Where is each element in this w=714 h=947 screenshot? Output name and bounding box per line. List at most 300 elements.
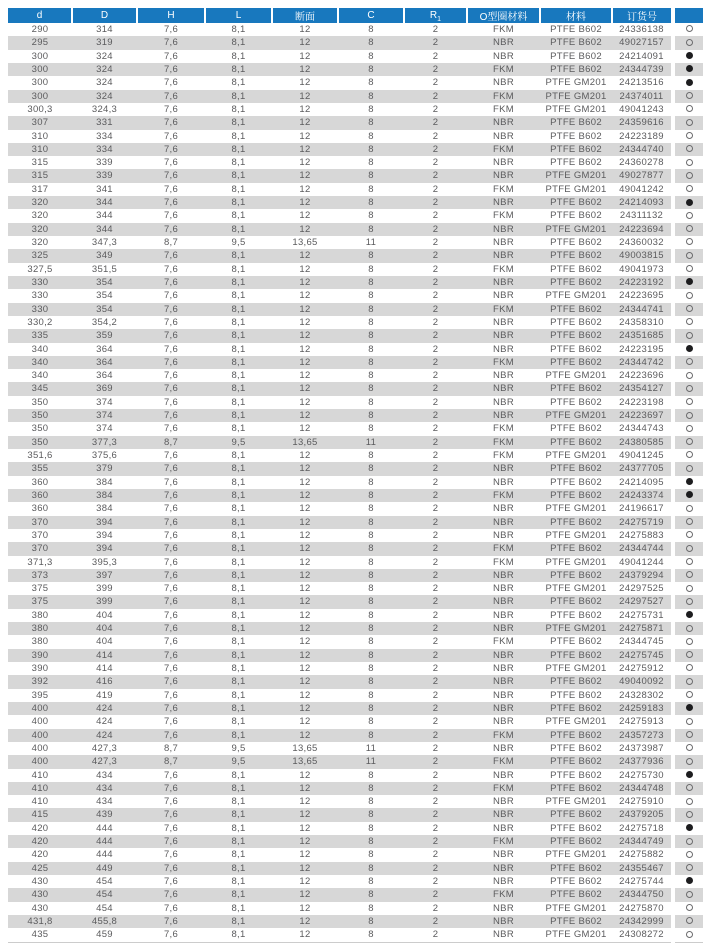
cell-order-number: 24275883 [612,529,673,542]
cell-order-number: 24344739 [612,63,673,76]
cell-order-number: 24214091 [612,50,673,63]
cell-D: 354 [72,276,137,289]
availability-cell [673,675,703,688]
cell-R1: 2 [404,729,467,742]
cell-cross-section: 12 [272,835,338,848]
cell-material: PTFE GM201 [540,103,612,116]
cell-H: 7,6 [137,928,205,942]
cell-R1: 2 [404,50,467,63]
cell-D: 444 [72,835,137,848]
cell-cross-section: 12 [272,609,338,622]
cell-o-ring-material: NBR [467,289,540,302]
availability-cell [673,103,703,116]
cell-R1: 2 [404,822,467,835]
cell-C: 11 [338,742,404,755]
cell-d: 373 [8,569,72,582]
cell-R1: 2 [404,196,467,209]
cell-L: 8,1 [205,902,272,915]
cell-H: 7,6 [137,223,205,236]
cell-L: 8,1 [205,582,272,595]
open-circle-icon [686,718,693,725]
cell-H: 7,6 [137,263,205,276]
cell-order-number: 24297525 [612,582,673,595]
cell-R1: 2 [404,675,467,688]
cell-D: 324 [72,90,137,103]
availability-cell [673,875,703,888]
open-circle-icon [686,292,693,299]
cell-cross-section: 12 [272,289,338,302]
cell-order-number: 24344741 [612,303,673,316]
cell-d: 300 [8,63,72,76]
table-row [8,542,703,555]
cell-D: 351,5 [72,263,137,276]
cell-d: 330,2 [8,316,72,329]
cell-L: 8,1 [205,316,272,329]
cell-o-ring-material: FKM [467,90,540,103]
cell-C: 8 [338,103,404,116]
open-circle-icon [686,372,693,379]
cell-cross-section: 12 [272,489,338,502]
table-row [8,888,703,901]
cell-R1: 2 [404,409,467,422]
cell-D: 394 [72,529,137,542]
cell-o-ring-material: NBR [467,609,540,622]
availability-cell [673,63,703,76]
table-row [8,436,703,449]
table-header [8,8,703,23]
cell-R1: 2 [404,156,467,169]
open-circle-icon [686,412,693,419]
cell-R1: 2 [404,755,467,768]
cell-R1: 2 [404,369,467,382]
cell-order-number: 24311132 [612,209,673,222]
cell-d: 330 [8,276,72,289]
availability-cell [673,689,703,702]
open-circle-icon [686,638,693,645]
cell-cross-section: 12 [272,356,338,369]
cell-C: 8 [338,675,404,688]
table-row [8,130,703,143]
cell-L: 8,1 [205,276,272,289]
availability-cell [673,835,703,848]
cell-cross-section: 12 [272,569,338,582]
table-row [8,595,703,608]
cell-L: 8,1 [205,915,272,928]
cell-material: PTFE B602 [540,702,612,715]
cell-L: 8,1 [205,569,272,582]
open-circle-icon [686,851,693,858]
cell-L: 8,1 [205,782,272,795]
cell-o-ring-material: NBR [467,76,540,89]
cell-D: 444 [72,822,137,835]
cell-order-number: 24275870 [612,902,673,915]
cell-L: 8,1 [205,635,272,648]
cell-o-ring-material: NBR [467,569,540,582]
cell-order-number: 24344749 [612,835,673,848]
availability-cell [673,649,703,662]
filled-circle-icon [686,278,693,285]
cell-material: PTFE B602 [540,888,612,901]
table-row [8,50,703,63]
cell-o-ring-material: NBR [467,902,540,915]
cell-o-ring-material: NBR [467,343,540,356]
cell-R1: 2 [404,316,467,329]
table-row [8,396,703,409]
cell-D: 439 [72,808,137,821]
cell-L: 9,5 [205,755,272,768]
cell-o-ring-material: FKM [467,449,540,462]
availability-cell [673,662,703,675]
cell-D: 344 [72,196,137,209]
cell-C: 8 [338,662,404,675]
cell-H: 7,6 [137,649,205,662]
cell-L: 8,1 [205,476,272,489]
table-row [8,156,703,169]
cell-o-ring-material: FKM [467,356,540,369]
cell-C: 8 [338,875,404,888]
open-circle-icon [686,545,693,552]
cell-order-number: 24223696 [612,369,673,382]
cell-R1: 2 [404,303,467,316]
cell-d: 400 [8,715,72,728]
cell-order-number: 24344740 [612,143,673,156]
cell-R1: 2 [404,236,467,249]
cell-cross-section: 12 [272,862,338,875]
cell-D: 334 [72,130,137,143]
open-circle-icon [686,864,693,871]
cell-D: 349 [72,249,137,262]
table-row [8,462,703,475]
cell-H: 7,6 [137,449,205,462]
cell-order-number: 24214093 [612,196,673,209]
cell-D: 324 [72,50,137,63]
cell-d: 380 [8,622,72,635]
table-row [8,729,703,742]
open-circle-icon [686,531,693,538]
cell-d: 300 [8,50,72,63]
cell-cross-section: 12 [272,902,338,915]
cell-C: 11 [338,755,404,768]
cell-order-number: 24223195 [612,343,673,356]
cell-L: 8,1 [205,76,272,89]
cell-cross-section: 12 [272,130,338,143]
table-row [8,782,703,795]
cell-H: 7,6 [137,409,205,422]
cell-cross-section: 12 [272,156,338,169]
table-row [8,742,703,755]
cell-R1: 2 [404,569,467,582]
col-header-D: D [72,8,137,23]
availability-cell [673,276,703,289]
cell-order-number: 49041245 [612,449,673,462]
table-row [8,502,703,515]
availability-cell [673,303,703,316]
cell-L: 8,1 [205,196,272,209]
cell-order-number: 24223192 [612,276,673,289]
cell-C: 8 [338,422,404,435]
cell-L: 8,1 [205,156,272,169]
cell-material: PTFE GM201 [540,90,612,103]
cell-material: PTFE B602 [540,476,612,489]
cell-material: PTFE B602 [540,569,612,582]
cell-C: 8 [338,143,404,156]
cell-d: 310 [8,143,72,156]
cell-order-number: 24275719 [612,516,673,529]
availability-cell [673,476,703,489]
table-row [8,343,703,356]
cell-d: 425 [8,862,72,875]
cell-d: 360 [8,502,72,515]
cell-H: 8,7 [137,755,205,768]
cell-o-ring-material: FKM [467,263,540,276]
cell-d: 415 [8,808,72,821]
cell-material: PTFE B602 [540,462,612,475]
cell-order-number: 24275910 [612,795,673,808]
cell-H: 7,6 [137,76,205,89]
filled-circle-icon [686,877,693,884]
cell-d: 390 [8,649,72,662]
cell-cross-section: 12 [272,169,338,182]
cell-d: 320 [8,196,72,209]
availability-cell [673,356,703,369]
cell-material: PTFE B602 [540,649,612,662]
cell-o-ring-material: FKM [467,729,540,742]
cell-D: 419 [72,689,137,702]
cell-D: 424 [72,715,137,728]
table-row [8,928,703,942]
cell-C: 8 [338,715,404,728]
availability-cell [673,289,703,302]
cell-material: PTFE GM201 [540,409,612,422]
cell-o-ring-material: NBR [467,396,540,409]
cell-C: 8 [338,649,404,662]
cell-L: 8,1 [205,382,272,395]
cell-C: 8 [338,915,404,928]
table-row [8,902,703,915]
cell-H: 7,6 [137,63,205,76]
cell-L: 8,1 [205,808,272,821]
cell-cross-section: 12 [272,223,338,236]
cell-order-number: 24275744 [612,875,673,888]
cell-o-ring-material: NBR [467,862,540,875]
cell-L: 8,1 [205,143,272,156]
cell-material: PTFE B602 [540,675,612,688]
cell-H: 8,7 [137,236,205,249]
cell-L: 8,1 [205,609,272,622]
cell-D: 395,3 [72,556,137,569]
cell-C: 8 [338,316,404,329]
cell-H: 7,6 [137,609,205,622]
cell-D: 424 [72,702,137,715]
cell-d: 320 [8,236,72,249]
cell-L: 8,1 [205,715,272,728]
cell-o-ring-material: NBR [467,130,540,143]
cell-order-number: 24308272 [612,928,673,942]
cell-H: 7,6 [137,502,205,515]
cell-cross-section: 12 [272,582,338,595]
cell-C: 8 [338,822,404,835]
cell-R1: 2 [404,249,467,262]
cell-cross-section: 12 [272,928,338,942]
availability-cell [673,888,703,901]
cell-H: 7,6 [137,835,205,848]
cell-R1: 2 [404,542,467,555]
table-row [8,689,703,702]
cell-d: 345 [8,382,72,395]
cell-cross-section: 12 [272,782,338,795]
cell-L: 8,1 [205,542,272,555]
cell-o-ring-material: NBR [467,928,540,942]
cell-H: 7,6 [137,542,205,555]
table-row [8,196,703,209]
cell-C: 8 [338,263,404,276]
cell-o-ring-material: FKM [467,209,540,222]
cell-R1: 2 [404,276,467,289]
cell-H: 7,6 [137,116,205,129]
cell-cross-section: 12 [272,675,338,688]
cell-order-number: 24379294 [612,569,673,582]
cell-L: 8,1 [205,169,272,182]
cell-L: 8,1 [205,409,272,422]
availability-cell [673,436,703,449]
table-row [8,649,703,662]
availability-cell [673,635,703,648]
cell-o-ring-material: NBR [467,249,540,262]
cell-L: 8,1 [205,223,272,236]
cell-C: 8 [338,36,404,49]
cell-D: 374 [72,409,137,422]
cell-R1: 2 [404,529,467,542]
cell-R1: 2 [404,462,467,475]
cell-d: 390 [8,662,72,675]
cell-order-number: 24380585 [612,436,673,449]
cell-d: 310 [8,130,72,143]
open-circle-icon [686,39,693,46]
cell-o-ring-material: FKM [467,782,540,795]
cell-cross-section: 12 [272,822,338,835]
cell-cross-section: 12 [272,649,338,662]
open-circle-icon [686,678,693,685]
open-circle-icon [686,625,693,632]
cell-order-number: 24344744 [612,542,673,555]
cell-R1: 2 [404,622,467,635]
cell-D: 344 [72,223,137,236]
cell-order-number: 24351685 [612,329,673,342]
open-circle-icon [686,465,693,472]
cell-H: 7,6 [137,476,205,489]
filled-circle-icon [686,611,693,618]
cell-D: 404 [72,609,137,622]
open-circle-icon [686,332,693,339]
cell-material: PTFE B602 [540,808,612,821]
cell-L: 8,1 [205,329,272,342]
availability-cell [673,196,703,209]
cell-H: 7,6 [137,622,205,635]
cell-C: 8 [338,888,404,901]
cell-C: 8 [338,369,404,382]
cell-L: 8,1 [205,689,272,702]
cell-order-number: 24275912 [612,662,673,675]
cell-order-number: 24196617 [612,502,673,515]
cell-o-ring-material: NBR [467,715,540,728]
cell-o-ring-material: FKM [467,835,540,848]
cell-D: 341 [72,183,137,196]
availability-cell [673,422,703,435]
open-circle-icon [686,398,693,405]
table-row [8,143,703,156]
cell-L: 8,1 [205,502,272,515]
cell-R1: 2 [404,223,467,236]
cell-C: 8 [338,396,404,409]
cell-cross-section: 12 [272,556,338,569]
table-row [8,609,703,622]
cell-H: 7,6 [137,795,205,808]
availability-cell [673,556,703,569]
cell-H: 7,6 [137,595,205,608]
col-header-material: 材料 [540,8,612,23]
cell-d: 327,5 [8,263,72,276]
col-header-R1-base: R [429,10,438,21]
table-row [8,835,703,848]
cell-D: 434 [72,769,137,782]
cell-H: 7,6 [137,915,205,928]
cell-C: 8 [338,409,404,422]
col-header-H: H [137,8,205,23]
table-body [8,23,703,942]
cell-R1: 2 [404,689,467,702]
cell-cross-section: 12 [272,63,338,76]
cell-cross-section: 12 [272,595,338,608]
cell-material: PTFE GM201 [540,529,612,542]
cell-material: PTFE B602 [540,729,612,742]
cell-R1: 2 [404,875,467,888]
availability-cell [673,462,703,475]
open-circle-icon [686,505,693,512]
cell-C: 8 [338,303,404,316]
availability-cell [673,622,703,635]
availability-cell [673,715,703,728]
cell-L: 8,1 [205,888,272,901]
cell-C: 8 [338,795,404,808]
open-circle-icon [686,145,693,152]
cell-material: PTFE B602 [540,595,612,608]
cell-R1: 2 [404,489,467,502]
open-circle-icon [686,25,693,32]
cell-D: 414 [72,662,137,675]
cell-C: 8 [338,90,404,103]
cell-R1: 2 [404,782,467,795]
cell-cross-section: 12 [272,422,338,435]
open-circle-icon [686,891,693,898]
open-circle-icon [686,212,693,219]
cell-R1: 2 [404,36,467,49]
cell-C: 8 [338,356,404,369]
availability-cell [673,23,703,36]
cell-C: 8 [338,329,404,342]
open-circle-icon [686,664,693,671]
cell-o-ring-material: FKM [467,183,540,196]
cell-material: PTFE B602 [540,263,612,276]
open-circle-icon [686,385,693,392]
cell-D: 384 [72,502,137,515]
cell-order-number: 24377936 [612,755,673,768]
cell-D: 404 [72,635,137,648]
availability-cell [673,90,703,103]
cell-o-ring-material: NBR [467,116,540,129]
cell-material: PTFE B602 [540,755,612,768]
availability-cell [673,343,703,356]
cell-R1: 2 [404,209,467,222]
